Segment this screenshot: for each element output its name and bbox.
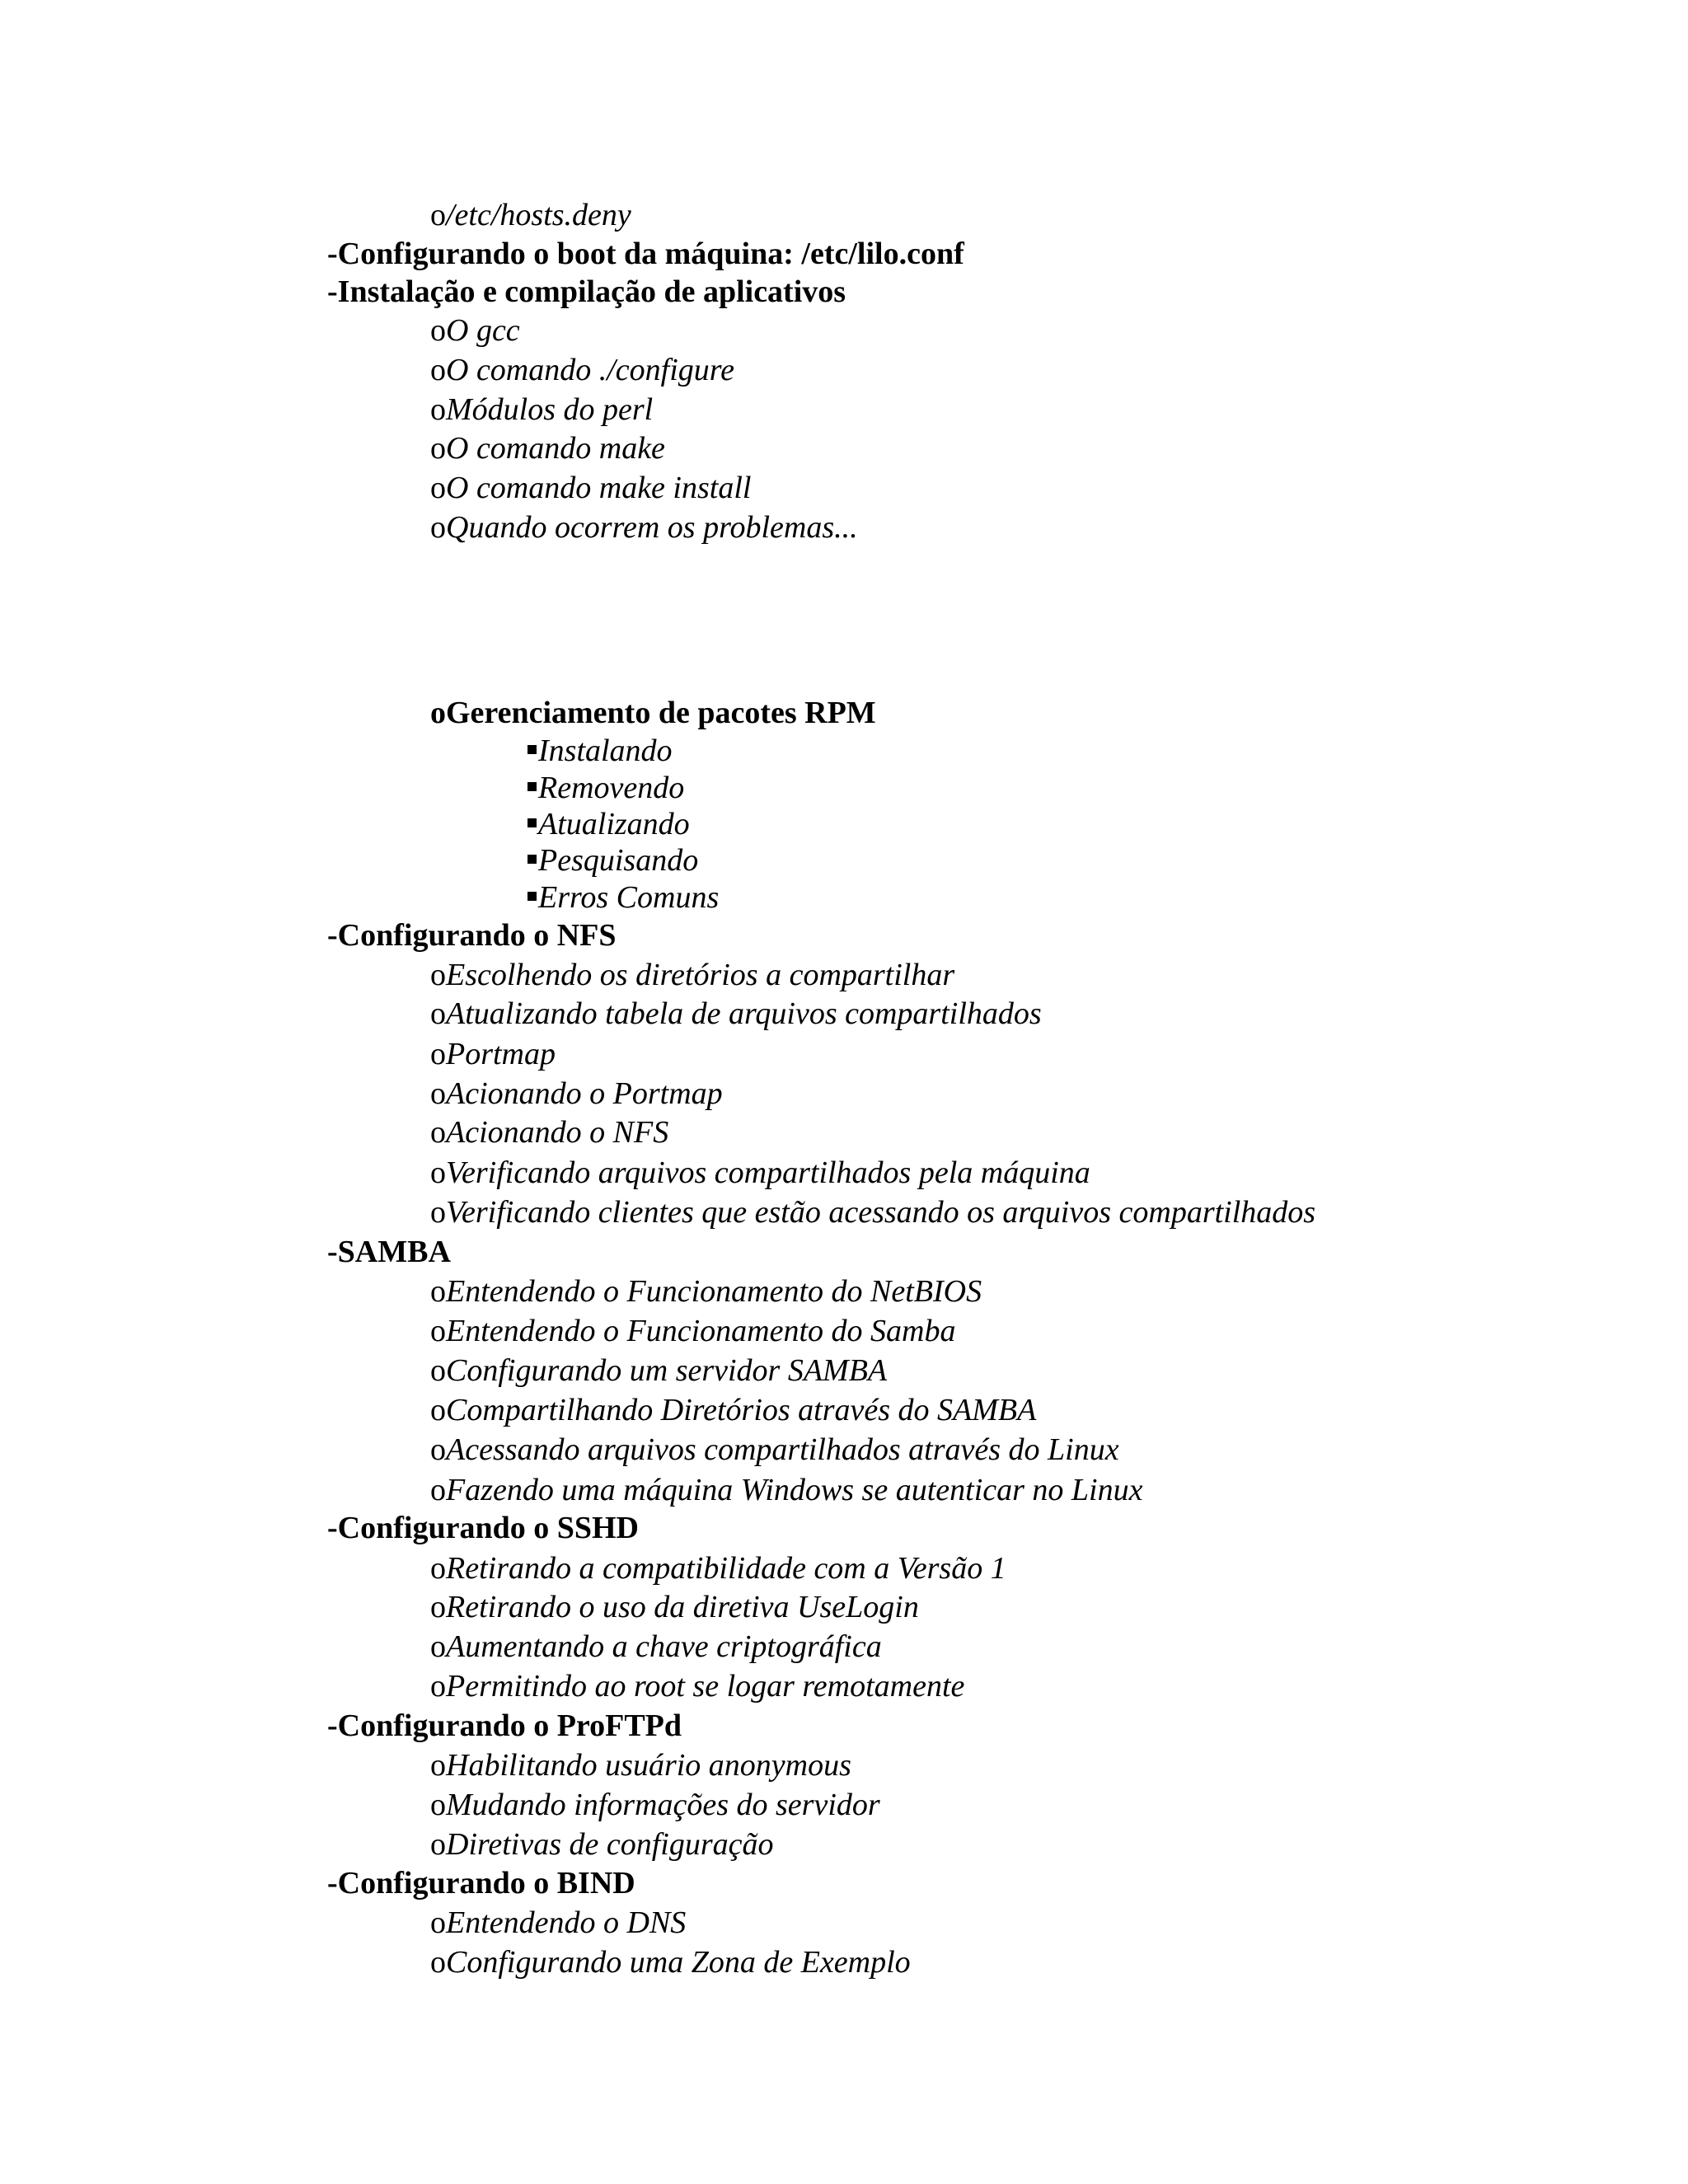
square-bullet-icon xyxy=(528,782,537,791)
section-heading xyxy=(327,1707,682,1745)
bullet-marker: o xyxy=(430,1551,446,1586)
bullet-marker: o xyxy=(430,1945,446,1980)
list-item xyxy=(430,1904,686,1942)
list-item-level3 xyxy=(528,805,690,843)
line-text: Gerenciamento de pacotes RPM xyxy=(446,696,876,730)
list-item xyxy=(430,351,734,389)
line-text: Quando ocorrem os problemas... xyxy=(446,510,858,545)
bullet-marker: o xyxy=(430,1314,446,1348)
line-text: Configurando uma Zona de Exemplo xyxy=(446,1945,911,1980)
list-item xyxy=(430,1113,668,1151)
line-text: Entendendo o DNS xyxy=(446,1905,687,1940)
line-text: Atualizando tabela de arquivos compartilhados xyxy=(446,996,1042,1031)
line-text: -Configurando o SSHD xyxy=(327,1511,639,1545)
list-item xyxy=(430,196,631,234)
list-item-level3 xyxy=(528,879,719,916)
bullet-marker: o xyxy=(430,1155,446,1190)
list-item xyxy=(430,1588,919,1626)
line-text: Compartilhando Diretórios através do SAMBA xyxy=(446,1393,1037,1427)
list-item-level3 xyxy=(528,841,698,879)
bullet-marker: o xyxy=(430,1353,446,1388)
bullet-marker: o xyxy=(430,392,446,427)
bullet-marker: o xyxy=(430,1629,446,1664)
list-item xyxy=(430,1431,1119,1469)
line-text: Retirando o uso da diretiva UseLogin xyxy=(446,1590,919,1624)
line-text: Verificando arquivos compartilhados pela máquina xyxy=(446,1155,1090,1190)
list-item xyxy=(430,1352,887,1390)
line-text: -SAMBA xyxy=(327,1235,451,1269)
line-text: -Configurando o NFS xyxy=(327,918,617,953)
bullet-marker: o xyxy=(430,1274,446,1309)
bullet-marker: o xyxy=(430,431,446,466)
line-text: Módulos do perl xyxy=(446,392,654,427)
bullet-marker: o xyxy=(430,471,446,505)
list-item-level3 xyxy=(528,732,673,770)
bullet-marker: o xyxy=(430,1432,446,1467)
list-item xyxy=(430,1272,982,1310)
list-item xyxy=(430,956,954,994)
list-item xyxy=(430,429,665,467)
list-item xyxy=(430,1035,556,1073)
list-item xyxy=(430,1943,911,1981)
line-text: Entendendo o Funcionamento do NetBIOS xyxy=(446,1274,982,1309)
bullet-marker: o xyxy=(430,353,446,387)
line-text: Instalando xyxy=(538,733,673,768)
list-item xyxy=(430,509,858,546)
bullet-marker: o xyxy=(430,313,446,348)
list-item xyxy=(430,391,653,429)
list-item xyxy=(430,995,1042,1033)
line-text: -Configurando o ProFTPd xyxy=(327,1708,682,1743)
list-item xyxy=(430,1391,1036,1429)
line-text: O comando make install xyxy=(446,471,752,505)
section-heading xyxy=(327,1233,451,1271)
line-text: Removendo xyxy=(538,771,685,805)
list-item xyxy=(430,1746,851,1784)
section-heading xyxy=(327,273,846,311)
bullet-marker: o xyxy=(430,1115,446,1150)
bullet-marker: o xyxy=(430,1590,446,1624)
bullet-marker: o xyxy=(430,1473,446,1507)
square-bullet-icon xyxy=(528,818,537,827)
list-item xyxy=(430,1786,880,1824)
bullet-marker: o xyxy=(430,1905,446,1940)
line-text: -Configurando o BIND xyxy=(327,1866,635,1900)
square-bullet-icon xyxy=(528,855,537,864)
bullet-marker: o xyxy=(430,1037,446,1071)
bullet-marker: o xyxy=(430,510,446,545)
line-text: Atualizando xyxy=(538,807,690,841)
line-text: Permitindo ao root se logar remotamente xyxy=(446,1669,965,1704)
line-text: Habilitando usuário anonymous xyxy=(446,1748,851,1783)
list-item xyxy=(430,1825,774,1863)
list-item xyxy=(430,469,751,507)
bullet-marker: o xyxy=(430,1827,446,1862)
line-text: Verificando clientes que estão acessando os arquivos compartilhados xyxy=(446,1195,1316,1230)
bullet-marker: o xyxy=(430,1748,446,1783)
line-text: Diretivas de configuração xyxy=(446,1827,774,1862)
line-text: -Configurando o boot da máquina: /etc/lilo.conf xyxy=(327,237,964,271)
list-item xyxy=(430,1667,964,1705)
section-heading xyxy=(327,235,964,273)
list-item xyxy=(430,1154,1090,1192)
list-item xyxy=(430,1075,723,1113)
list-item xyxy=(430,1628,882,1666)
section-heading xyxy=(327,916,617,954)
line-text: Mudando informações do servidor xyxy=(446,1788,880,1822)
line-text: /etc/hosts.deny xyxy=(446,198,631,232)
bullet-marker: o xyxy=(430,1076,446,1111)
line-text: Escolhendo os diretórios a compartilhar xyxy=(446,958,955,992)
line-text: Configurando um servidor SAMBA xyxy=(446,1353,888,1388)
subsection-heading xyxy=(430,694,876,732)
line-text: O comando make xyxy=(446,431,665,466)
line-text: Acionando o NFS xyxy=(446,1115,669,1150)
square-bullet-icon xyxy=(528,892,537,901)
line-text: Aumentando a chave criptográfica xyxy=(446,1629,882,1664)
line-text: O gcc xyxy=(446,313,520,348)
line-text: Retirando a compatibilidade com a Versão 1 xyxy=(446,1551,1006,1586)
bullet-marker: o xyxy=(430,1195,446,1230)
bullet-marker: o xyxy=(430,1669,446,1704)
bullet-marker: o xyxy=(430,958,446,992)
line-text: Erros Comuns xyxy=(538,880,720,915)
line-text: Acessando arquivos compartilhados através do Linux xyxy=(446,1432,1119,1467)
bullet-marker: o xyxy=(430,696,446,730)
list-item xyxy=(430,1549,1006,1587)
section-heading xyxy=(327,1509,639,1547)
line-text: Portmap xyxy=(446,1037,556,1071)
line-text: O comando ./configure xyxy=(446,353,735,387)
list-item xyxy=(430,1471,1142,1509)
line-text: Fazendo uma máquina Windows se autenticar no Linux xyxy=(446,1473,1143,1507)
line-text: Acionando o Portmap xyxy=(446,1076,723,1111)
bullet-marker: o xyxy=(430,1393,446,1427)
bullet-marker: o xyxy=(430,198,446,232)
square-bullet-icon xyxy=(528,745,537,754)
line-text: -Instalação e compilação de aplicativos xyxy=(327,274,846,309)
list-item xyxy=(430,312,520,349)
bullet-marker: o xyxy=(430,996,446,1031)
section-heading xyxy=(327,1864,635,1902)
line-text: Entendendo o Funcionamento do Samba xyxy=(446,1314,956,1348)
bullet-marker: o xyxy=(430,1788,446,1822)
list-item-level3 xyxy=(528,769,684,807)
line-text: Pesquisando xyxy=(538,843,699,878)
list-item xyxy=(430,1193,1315,1231)
list-item xyxy=(430,1312,955,1350)
